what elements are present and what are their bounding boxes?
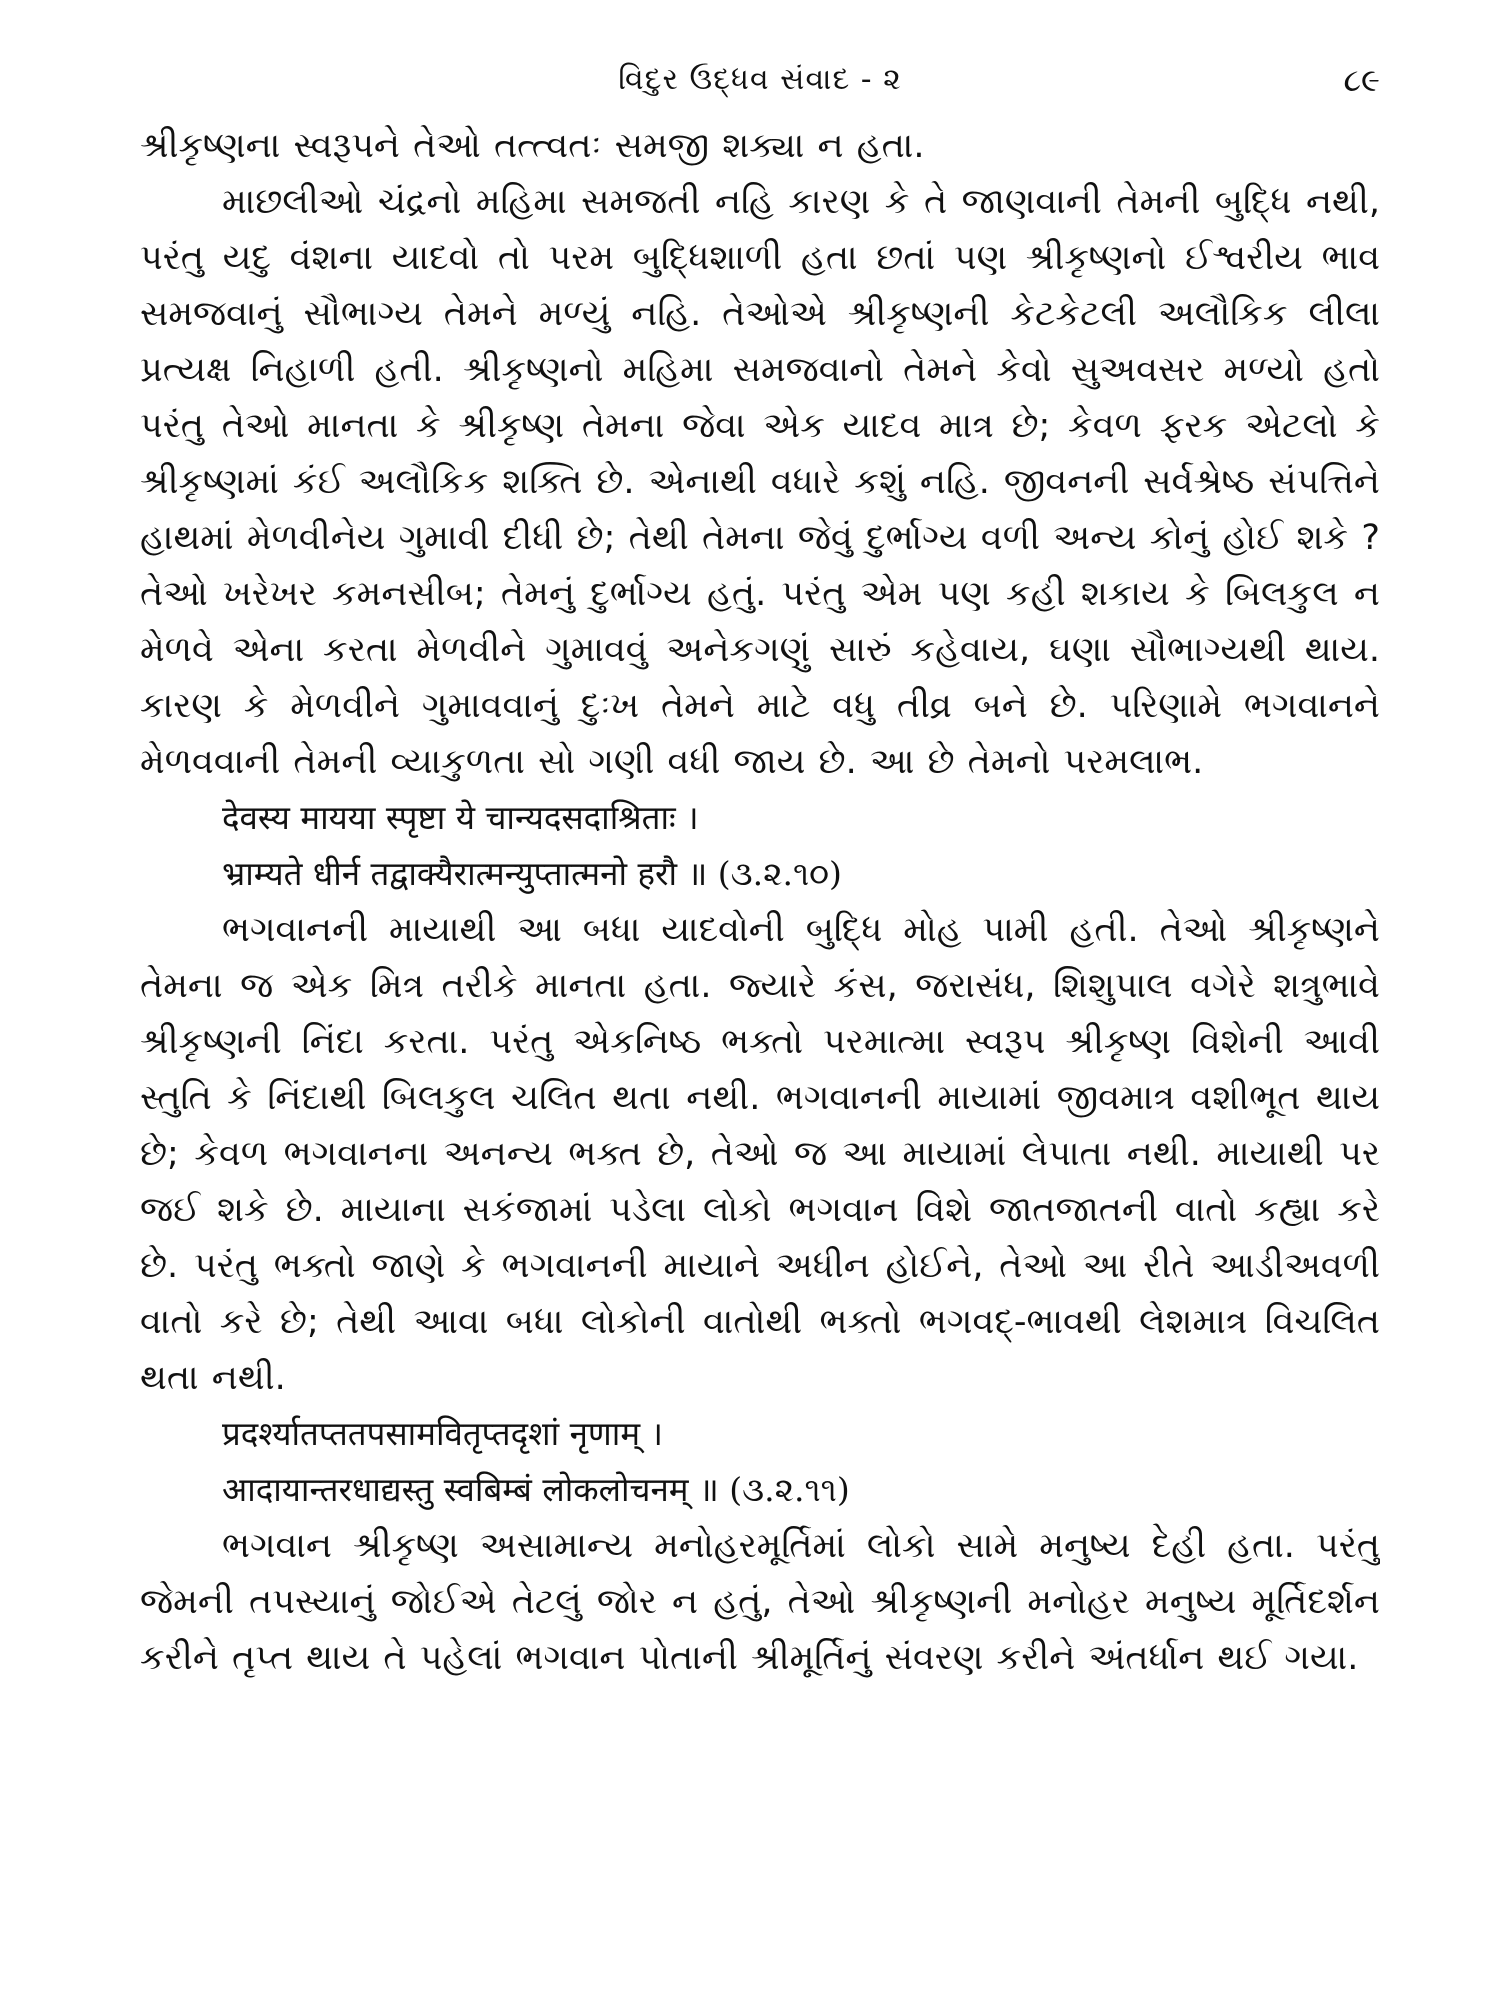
paragraph-continuation: શ્રીકૃષ્ણના સ્વરૂપને તેઓ તત્ત્વતઃ સમજી શક્યા ન હતા. xyxy=(140,126,925,166)
sanskrit-verse-line: देवस्य मायया स्पृष्टा ये चान्यदसदाश्रिताः । xyxy=(222,798,699,837)
page-header xyxy=(140,58,1380,108)
paragraph-yadavas-fortune: માછલીઓ ચંદ્રનો મહિમા સમજતી નહિ કારણ કે તે જાણવાની તેમની બુદ્ધિ નથી, પરંતુ યદુ વંશના યાદવો તો પરમ બુદ્ધિશાળી હતા છતાં પણ શ્રીકૃષ્ણનો ઈશ્વરીય ભાવ સમજવાનું સૌભાગ્ય તેમને મળ્યું નહિ. તેઓએ શ્રીકૃષ્ણની કેટકેટલી અલૌકિક લીલા પ્રત્યક્ષ નિહાળી હતી. શ્રીકૃષ્ણનો મહિમા સમજવાનો તેમને કેવો સુઅવસર મળ્યો હતો પરંતુ તેઓ માનતા કે શ્રીકૃષ્ણ તેમના જેવા એક યાદવ માત્ર છે; કેવળ ફરક એટલો કે શ્રીકૃષ્ણમાં કંઈ અલૌકિક શક્તિ છે. એનાથી વધારે કશું નહિ. જીવનની સર્વશ્રેષ્ઠ સંપત્તિને હાથમાં મેળવીનેય ગુમાવી દીધી છે; તેથી તેમના જેવું દુર્ભાગ્ય વળી અન્ય કોનું હોઈ શકે ? તેઓ ખરેખર કમનસીબ; તેમનું દુર્ભાગ્ય હતું. પરંતુ એમ પણ કહી શકાય કે બિલકુલ ન મેળવે એના કરતા મેળવીને ગુમાવવું અનેકગણું સારું કહેવાય, ઘણા સૌભાગ્યથી થાય. કારણ કે મેળવીને ગુમાવવાનું દુઃખ તેમને માટે વધુ તીવ્ર બને છે. પરિણામે ભગવાનને મેળવવાની તેમની વ્યાકુળતા સો ગણી વધી જાય છે. આ છે તેમનો પરમલાભ. xyxy=(140,182,1380,782)
sanskrit-verse-line: प्रदर्श्यातप्ततपसामवितृप्तदृशां नृणाम् । xyxy=(222,1414,664,1453)
sanskrit-verse-line: आदायान्तरधाद्यस्तु स्वबिम्बं लोकलोचनम् ॥ (૩.૨.૧૧) xyxy=(222,1470,850,1509)
paragraph-maya-devotees: ભગવાનની માયાથી આ બધા યાદવોની બુદ્ધિ મોહ પામી હતી. તેઓ શ્રીકૃષ્ણને તેમના જ એક મિત્ર તરીકે માનતા હતા. જ્યારે કંસ, જરાસંધ, શિશુપાલ વગેરે શત્રુભાવે શ્રીકૃષ્ણની નિંદા કરતા. પરંતુ એકનિષ્ઠ ભક્તો પરમાત્મા સ્વરૂપ શ્રીકૃષ્ણ વિશેની આવી સ્તુતિ કે નિંદાથી બિલકુલ ચલિત થતા નથી. ભગવાનની માયામાં જીવમાત્ર વશીભૂત થાય છે; કેવળ ભગવાનના અનન્ય ભક્ત છે, તેઓ જ આ માયામાં લેપાતા નથી. માયાથી પર જઈ શકે છે. માયાના સકંજામાં પડેલા લોકો ભગવાન વિશે જાતજાતની વાતો કહ્યા કરે છે. પરંતુ ભક્તો જાણે કે ભગવાનની માયાને અધીન હોઈને, તેઓ આ રીતે આડીઅવળી વાતો કરે છે; તેથી આવા બધા લોકોની વાતોથી ભક્તો ભગવદ્-ભાવથી લેશમાત્ર વિચલિત થતા નથી. xyxy=(140,910,1380,1398)
page-number: ૮૯ xyxy=(1343,61,1380,99)
running-title: વિદુર ઉદ્ધવ સંવાદ - ૨ xyxy=(618,62,902,97)
paragraph-divine-form: ભગવાન શ્રીકૃષ્ણ અસામાન્ય મનોહરમૂર્તિમાં લોકો સામે મનુષ્ય દેહી હતા. પરંતુ જેમની તપસ્યાનું જોઈએ તેટલું જોર ન હતું, તેઓ શ્રીકૃષ્ણની મનોહર મનુષ્ય મૂર્તિદર્શન કરીને તૃપ્ત થાય તે પહેલાં ભગવાન પોતાની શ્રીમૂર્તિનું સંવરણ કરીને અંતર્ધાન થઈ ગયા. xyxy=(140,1526,1380,1678)
sanskrit-verse-line: भ्राम्यते धीर्न तद्वाक्यैरात्मन्युप्तात्मनो हरौ ॥ (૩.૨.૧૦) xyxy=(222,854,842,893)
body-text xyxy=(140,118,1380,1978)
